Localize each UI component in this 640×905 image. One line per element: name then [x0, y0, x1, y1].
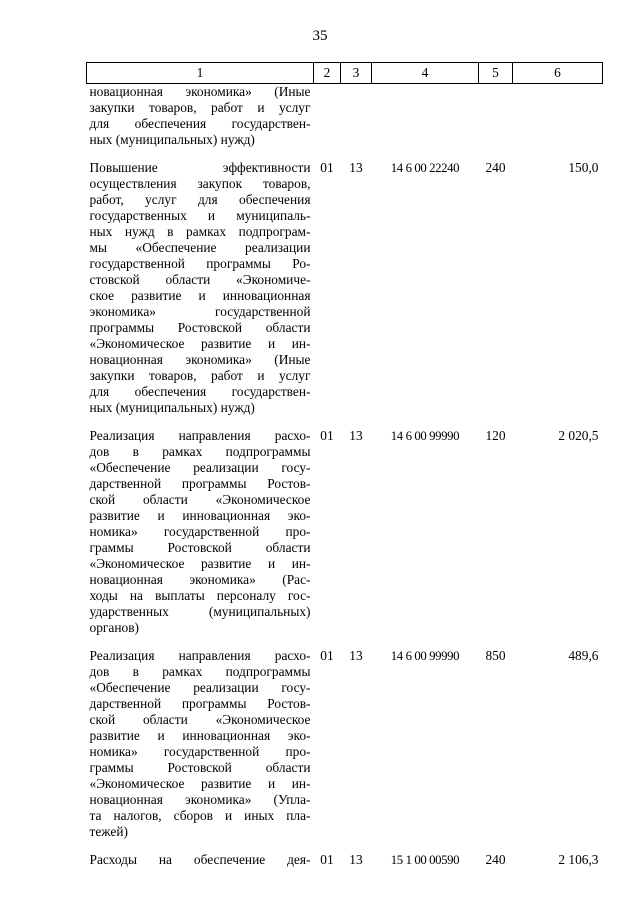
section-code: 01 — [320, 428, 334, 443]
text-line: ударственных (муниципальных) — [89, 604, 311, 619]
table-row — [87, 852, 603, 868]
text-line: стовской области «Экономиче- — [89, 272, 311, 287]
text-line: ходы на выплаты персоналу гос- — [89, 588, 311, 603]
text-line: работ, услуг для обеспечения — [89, 192, 311, 207]
text-line: «Обеспечение реализации госу- — [89, 680, 311, 695]
text-line: Расходы на обеспечение дея- — [89, 852, 311, 867]
text-line: экономика» государственной — [89, 304, 311, 319]
text-line: новационная экономика» (Иные — [89, 84, 311, 99]
text-line: тежей) — [89, 824, 128, 839]
text-line: та налогов, сборов и иных пла- — [89, 808, 311, 823]
amount: 150,0 — [568, 160, 599, 175]
row-name-cell — [87, 428, 314, 648]
text-line: ской области «Экономическое — [89, 492, 311, 507]
text-line: государственных и муниципаль- — [89, 208, 311, 223]
text-line: дарственной программы Ростов- — [89, 696, 311, 711]
text-line: новационная экономика» (Иные — [89, 352, 311, 367]
table-row — [87, 428, 603, 648]
table-row — [87, 160, 603, 428]
text-line: дов в рамках подпрограммы — [89, 664, 311, 679]
table-row — [87, 84, 603, 161]
target-article-code: 14 6 00 22240 — [390, 161, 460, 175]
subsection-code: 13 — [349, 160, 363, 175]
section-code: 01 — [320, 160, 334, 175]
text-line: государственной программы Ро- — [89, 256, 311, 271]
text-line: новационная экономика» (Упла- — [89, 792, 311, 807]
text-line: «Экономическое развитие и ин- — [89, 776, 311, 791]
page-number: 35 — [312, 28, 328, 44]
text-line: дов в рамках подпрограммы — [89, 444, 311, 459]
text-line: для обеспечения государствен- — [89, 384, 311, 399]
text-line: ных нужд в рамках подпрограм- — [89, 224, 311, 239]
header-col-3: 3 — [341, 63, 372, 84]
subsection-code — [341, 84, 372, 161]
amount: 2 020,5 — [558, 428, 599, 443]
header-col-6: 6 — [513, 63, 603, 84]
table-row — [87, 648, 603, 852]
text-line: «Обеспечение реализации госу- — [89, 460, 311, 475]
expense-type-code — [479, 84, 513, 161]
text-line: программы Ростовской области — [89, 320, 311, 335]
expense-type-code: 120 — [485, 428, 506, 443]
header-col-1: 1 — [87, 63, 314, 84]
budget-table — [86, 62, 603, 868]
text-line: дарственной программы Ростов- — [89, 476, 311, 491]
text-line: органов) — [89, 620, 139, 635]
text-line: Реализация направления расхо- — [89, 428, 311, 443]
subsection-code: 13 — [349, 428, 363, 443]
text-line: «Экономическое развитие и ин- — [89, 336, 311, 351]
text-line: новационная экономика» (Рас- — [89, 572, 311, 587]
expense-type-code: 240 — [485, 852, 506, 867]
text-line: номика» государственной про- — [89, 524, 311, 539]
row-name-cell — [87, 84, 314, 161]
target-article-code — [372, 84, 479, 161]
text-line: Повышение эффективности — [89, 160, 311, 175]
subsection-code: 13 — [349, 852, 363, 867]
row-name-cell — [87, 160, 314, 428]
text-line: ных (муниципальных) нужд) — [89, 132, 255, 147]
section-code — [314, 84, 341, 161]
row-name-cell — [87, 648, 314, 852]
text-line: закупки товаров, работ и услуг — [89, 368, 311, 383]
text-line: мы «Обеспечение реализации — [89, 240, 311, 255]
section-code: 01 — [320, 852, 334, 867]
text-line: граммы Ростовской области — [89, 540, 311, 555]
text-line: осуществления закупок товаров, — [89, 176, 311, 191]
amount: 2 106,3 — [558, 852, 599, 867]
header-col-2: 2 — [314, 63, 341, 84]
target-article-code: 15 1 00 00590 — [390, 853, 460, 867]
text-line: граммы Ростовской области — [89, 760, 311, 775]
header-col-4: 4 — [372, 63, 479, 84]
target-article-code: 14 6 00 99990 — [390, 649, 460, 663]
text-line: «Экономическое развитие и ин- — [89, 556, 311, 571]
section-code: 01 — [320, 648, 334, 663]
amount — [513, 84, 603, 161]
text-line: Реализация направления расхо- — [89, 648, 311, 663]
target-article-code: 14 6 00 99990 — [390, 429, 460, 443]
text-line: ных (муниципальных) нужд) — [89, 400, 255, 415]
text-line: развитие и инновационная эко- — [89, 728, 311, 743]
expense-type-code: 240 — [485, 160, 506, 175]
amount: 489,6 — [568, 648, 599, 663]
text-line: для обеспечения государствен- — [89, 116, 311, 131]
expense-type-code: 850 — [485, 648, 506, 663]
text-line: развитие и инновационная эко- — [89, 508, 311, 523]
text-line: ской области «Экономическое — [89, 712, 311, 727]
text-line: номика» государственной про- — [89, 744, 311, 759]
table-header-row — [87, 63, 603, 84]
row-name-cell — [87, 852, 314, 868]
text-line: ское развитие и инновационная — [89, 288, 311, 303]
subsection-code: 13 — [349, 648, 363, 663]
header-col-5: 5 — [479, 63, 513, 84]
text-line: закупки товаров, работ и услуг — [89, 100, 311, 115]
